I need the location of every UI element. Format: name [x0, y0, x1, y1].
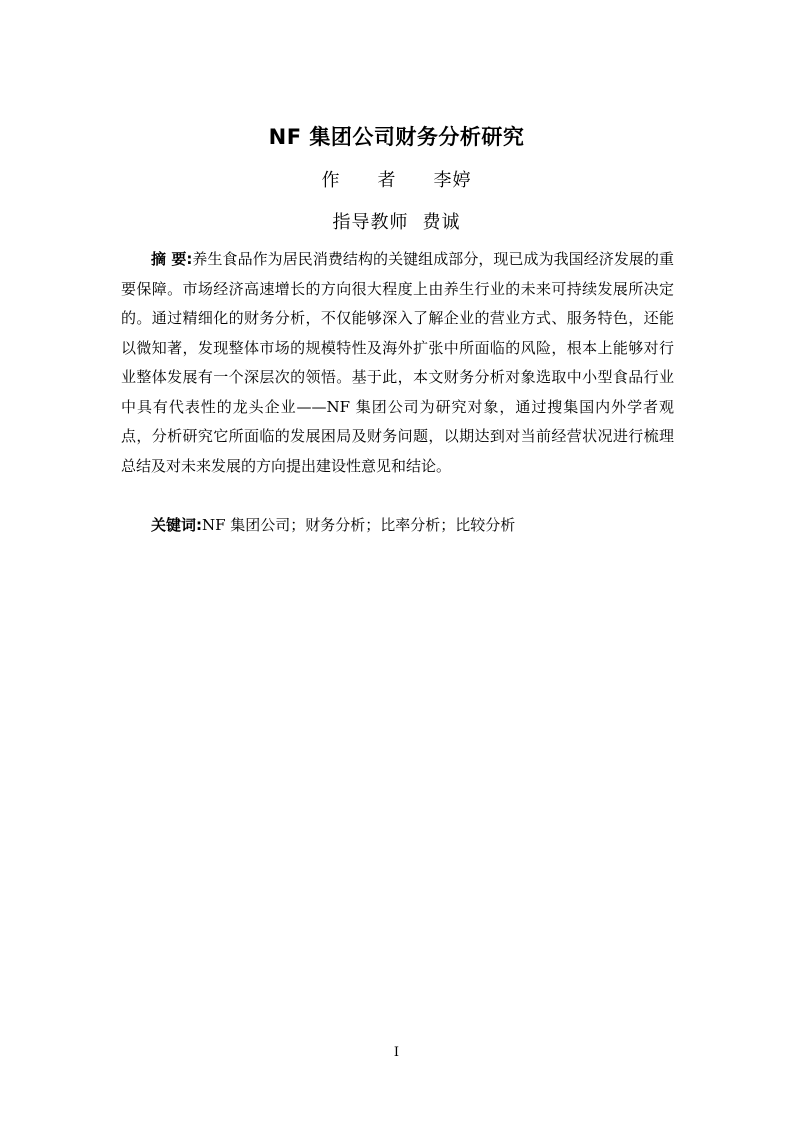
- abstract-paragraph: [121, 245, 674, 481]
- abstract-text: 养生食品作为居民消费结构的关键组成部分，现已成为我国经济发展的重要保障。市场经济高速增长的方向很大程度上由养生行业的未来可持续发展所决定的。通过精细化的财务分析，不仅能够深入了解企业的营业方式、服务特色，还能以微知著，发现整体市场的规模特性及海外扩张中所面临的风险，根本上能够对行业整体发展有一个深层次的领悟。基于此，本文财务分析对象选取中小型食品行业中具有代表性的龙头企业——NF 集团公司为研究对象，通过搜集国内外学者观点，分析研究它所面临的发展困局及财务问题，以期达到对当前经营状况进行梳理总结及对未来发展的方向提出建设性意见和结论。: [121, 250, 674, 475]
- abstract-label: 摘 要:: [151, 250, 193, 268]
- document-title: NF 集团公司财务分析研究: [268, 125, 525, 149]
- advisor-line: [0, 208, 793, 238]
- advisor-name: 费诚: [422, 212, 461, 233]
- author-line: [0, 166, 793, 196]
- keywords-label: 关键词:: [151, 516, 202, 534]
- keywords-paragraph: [121, 511, 674, 541]
- advisor-label: 指导教师: [332, 212, 409, 233]
- author-name: 李婷: [433, 170, 472, 191]
- keywords-text: NF 集团公司；财务分析；比率分析；比较分析: [202, 516, 516, 534]
- page-number: I: [393, 1045, 400, 1060]
- author-label: 作者: [321, 170, 434, 191]
